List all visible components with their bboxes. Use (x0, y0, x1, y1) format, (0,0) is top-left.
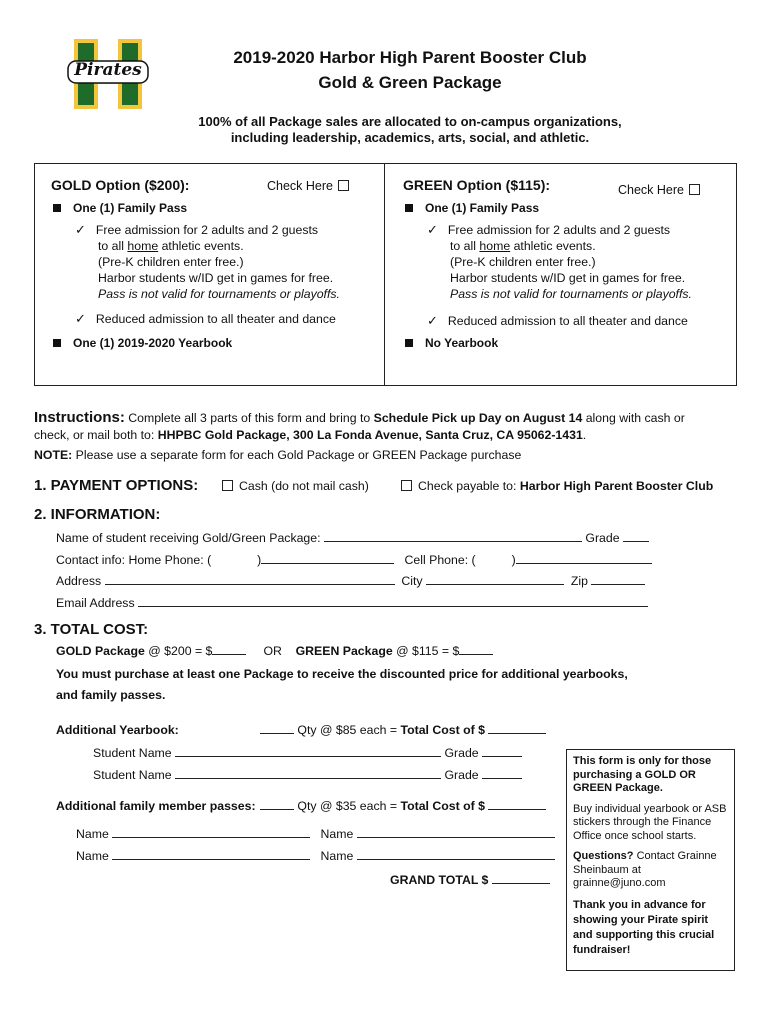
note (34, 448, 521, 462)
gold-admission-line2c: athletic events. (158, 239, 244, 253)
green-package-label: GREEN Package (295, 644, 393, 658)
sidebar-contact: Contact Grainne Sheinbaum at grainne@juno.com (573, 850, 717, 889)
checkmark-icon: ✓ (75, 222, 86, 237)
green-reduced (427, 313, 688, 329)
grade-label: Grade (585, 531, 620, 545)
address-row (56, 574, 645, 588)
gold-admission (75, 222, 340, 302)
sidebar-questions-label: Questions? (573, 850, 634, 862)
checkmark-icon: ✓ (427, 222, 438, 237)
must-purchase-note (56, 664, 628, 706)
student-row-2 (93, 768, 522, 782)
green-reduced-label: Reduced admission to all theater and dance (447, 314, 688, 328)
page-title: 2019-2020 Harbor High Parent Booster Club (233, 48, 587, 67)
sidebar-note (566, 749, 735, 971)
cash-option[interactable] (222, 479, 369, 493)
sidebar-p1: This form is only for those purchasing a GOLD OR GREEN Package. (573, 755, 712, 794)
passes-label: Additional family member passes: (56, 799, 256, 813)
zip-field[interactable] (591, 574, 645, 585)
cash-label: Cash (do not mail cash) (239, 479, 369, 493)
yearbook-total-field[interactable] (488, 723, 546, 734)
green-admission-line2a: to all (450, 239, 480, 253)
passes-qty-field[interactable] (260, 799, 294, 810)
total-cost-heading: 3. TOTAL COST: (34, 621, 149, 638)
yearbook-total-label: Total Cost of $ (400, 723, 485, 737)
student-name-row (56, 531, 649, 545)
instructions (34, 409, 744, 444)
bullet-square-icon (53, 204, 61, 212)
green-price: @ $115 = $ (392, 644, 460, 658)
check-label: Check payable to: (418, 479, 517, 493)
additional-yearbook-label: Additional Yearbook: (56, 723, 179, 737)
student-name-2-field[interactable] (175, 768, 441, 779)
student-grade-1-label: Grade (444, 746, 479, 760)
green-option-heading: GREEN Option ($115): (403, 177, 551, 193)
name-row-1 (76, 827, 555, 841)
gold-yearbook-label: One (1) 2019-2020 Yearbook (73, 336, 233, 350)
name-4-label: Name (320, 849, 354, 863)
green-check-here[interactable] (618, 183, 700, 197)
passes-qty-label: Qty @ $35 each = (297, 799, 398, 813)
cell-phone-field[interactable] (516, 553, 652, 564)
green-pass-item (405, 201, 539, 215)
yearbook-row (56, 723, 179, 737)
sidebar-thanks: Thank you in advance for showing your Pirate spirit and supporting this crucial fundraiser! (573, 898, 715, 956)
contact-row (56, 553, 652, 567)
instructions-text2: along with cash or (582, 411, 685, 425)
gold-pass-item (53, 201, 187, 215)
payment-heading: 1. PAYMENT OPTIONS: (34, 477, 199, 494)
intro-line-2: including leadership, academics, arts, social, and athletic. (230, 130, 590, 145)
yearbook-qty-label: Qty @ $85 each = (297, 723, 398, 737)
package-cost-row (56, 644, 493, 658)
gold-reduced (75, 311, 336, 327)
name-2-field[interactable] (357, 827, 555, 838)
city-field[interactable] (426, 574, 564, 585)
student-grade-1-field[interactable] (482, 746, 522, 757)
gold-check-here[interactable] (267, 179, 349, 193)
name-4-field[interactable] (357, 849, 555, 860)
page-subtitle: Gold & Green Package (318, 73, 502, 92)
passes-total-field[interactable] (488, 799, 546, 810)
or-label: OR (263, 644, 282, 658)
checkmark-icon: ✓ (427, 313, 438, 328)
grand-total-row (390, 873, 550, 887)
student-name-1-label: Student Name (93, 746, 172, 760)
gold-admission-line1: Free admission for 2 adults and 2 guests (95, 223, 319, 237)
green-admission-line4: Harbor students w/ID get in games for free. (450, 271, 686, 285)
green-admission-line5: Pass is not valid for tournaments or playoffs. (450, 287, 692, 301)
instructions-label: Instructions: (34, 409, 125, 426)
gold-price: @ $200 = $ (144, 644, 213, 658)
city-label: City (401, 574, 423, 588)
student-name-field[interactable] (324, 531, 582, 542)
gold-admission-line5: Pass is not valid for tournaments or playoffs. (98, 287, 340, 301)
passes-qty-row (260, 799, 546, 813)
passes-total-label: Total Cost of $ (400, 799, 485, 813)
green-yearbook-label: No Yearbook (425, 336, 499, 350)
yearbook-qty-row (260, 723, 546, 737)
options-divider (384, 164, 385, 385)
bullet-square-icon (405, 339, 413, 347)
address-label: Address (56, 574, 102, 588)
bullet-square-icon (53, 339, 61, 347)
green-checkbox[interactable] (689, 184, 700, 195)
check-checkbox[interactable] (401, 480, 412, 491)
name-3-label: Name (76, 849, 109, 863)
instructions-text3: check, or mail both to: (34, 428, 158, 442)
green-amount-field[interactable] (459, 644, 493, 655)
instructions-text1: Complete all 3 parts of this form and bring to (124, 411, 374, 425)
instructions-address: HHPBC Gold Package, 300 La Fonda Avenue, Santa Cruz, CA 95062-1431 (157, 428, 583, 442)
name-2-label: Name (320, 827, 354, 841)
checkmark-icon: ✓ (75, 311, 86, 326)
logo-text: Pirates (74, 60, 142, 80)
email-label: Email Address (56, 596, 135, 610)
paren-close: ) (257, 553, 262, 567)
zip-label: Zip (570, 574, 588, 588)
instructions-bold1: Schedule Pick up Day on August 14 (373, 411, 583, 425)
paren-close: ) (511, 553, 516, 567)
intro-line-1: 100% of all Package sales are allocated to on-campus organizations, (198, 114, 622, 129)
email-field[interactable] (138, 596, 648, 607)
cash-checkbox[interactable] (222, 480, 233, 491)
student-name-2-label: Student Name (93, 768, 172, 782)
gold-checkbox[interactable] (338, 180, 349, 191)
passes-row (56, 799, 256, 813)
grand-total-field[interactable] (492, 873, 550, 884)
green-admission (427, 222, 692, 302)
green-admission-line1: Free admission for 2 adults and 2 guests (447, 223, 671, 237)
green-check-label: Check Here (618, 183, 684, 197)
student-row-1 (93, 746, 522, 760)
gold-package-label: GOLD Package (56, 644, 145, 658)
must-line1: You must purchase at least one Package to receive the discounted price for additional yearbooks, (56, 667, 628, 681)
check-payee: Harbor High Parent Booster Club (519, 479, 714, 493)
name-3-field[interactable] (112, 849, 310, 860)
pirates-logo (66, 36, 150, 112)
gold-option-heading: GOLD Option ($200): (51, 177, 190, 193)
cell-phone-label: Cell Phone: ( (404, 553, 476, 567)
student-grade-2-field[interactable] (482, 768, 522, 779)
green-pass-label: One (1) Family Pass (425, 201, 540, 215)
package-options-box (34, 163, 737, 386)
address-field[interactable] (105, 574, 395, 585)
home-phone-field[interactable] (261, 553, 394, 564)
instructions-text4: . (582, 428, 587, 442)
gold-admission-line2a: to all (98, 239, 128, 253)
name-row-2 (76, 849, 555, 863)
grade-field[interactable] (623, 531, 649, 542)
green-admission-line2b: home (479, 239, 511, 253)
gold-admission-line4: Harbor students w/ID get in games for free. (98, 271, 334, 285)
note-text: Please use a separate form for each Gold Package or GREEN Package purchase (72, 448, 522, 462)
gold-yearbook-item (53, 336, 232, 350)
green-yearbook-item (405, 336, 498, 350)
check-option[interactable] (401, 479, 713, 493)
grand-total-label: GRAND TOTAL $ (390, 873, 489, 887)
email-row (56, 596, 648, 610)
note-label: NOTE: (34, 448, 73, 462)
gold-pass-label: One (1) Family Pass (73, 201, 188, 215)
green-admission-line2c: athletic events. (510, 239, 596, 253)
must-line2: and family passes. (56, 688, 166, 702)
gold-reduced-label: Reduced admission to all theater and dance (95, 312, 336, 326)
gold-admission-line3: (Pre-K children enter free.) (98, 255, 244, 269)
gold-amount-field[interactable] (212, 644, 246, 655)
bullet-square-icon (405, 204, 413, 212)
student-grade-2-label: Grade (444, 768, 479, 782)
name-1-field[interactable] (112, 827, 310, 838)
yearbook-qty-field[interactable] (260, 723, 294, 734)
name-1-label: Name (76, 827, 109, 841)
student-name-label: Name of student receiving Gold/Green Package: (56, 531, 321, 545)
student-name-1-field[interactable] (175, 746, 441, 757)
gold-check-label: Check Here (267, 179, 333, 193)
sidebar-p2: Buy individual yearbook or ASB stickers through the Finance Office once school starts. (573, 802, 727, 842)
information-heading: 2. INFORMATION: (34, 506, 161, 523)
gold-admission-line2b: home (127, 239, 159, 253)
green-admission-line3: (Pre-K children enter free.) (450, 255, 596, 269)
home-phone-label: Contact info: Home Phone: ( (56, 553, 212, 567)
